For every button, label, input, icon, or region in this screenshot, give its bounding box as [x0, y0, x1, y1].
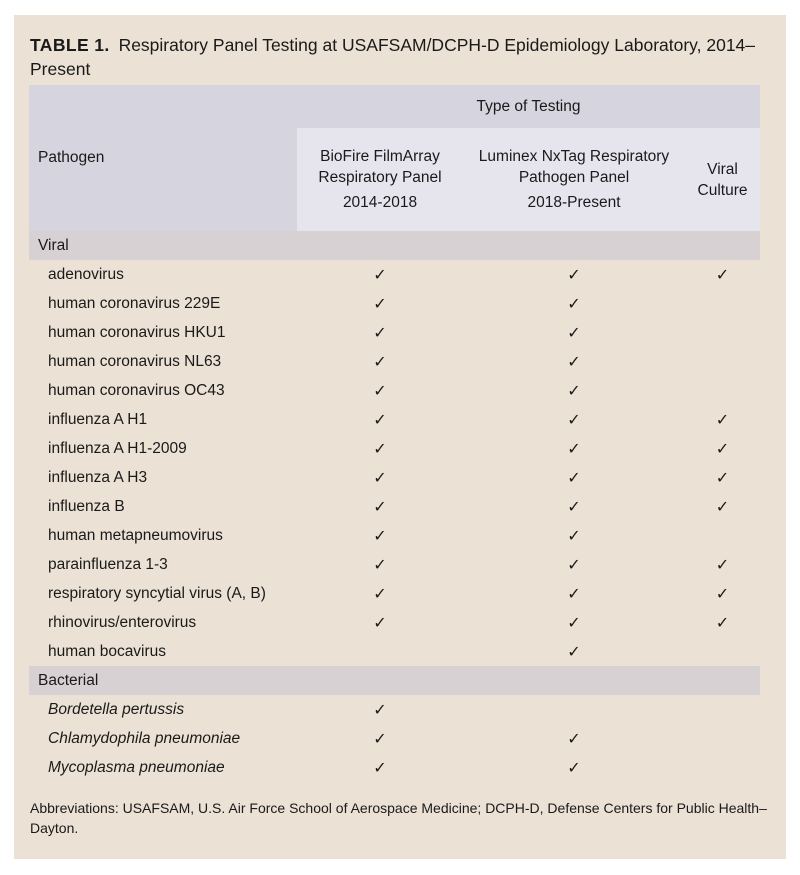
- pathogen-name: rhinovirus/enterovirus: [48, 613, 197, 631]
- table-label: TABLE 1.: [30, 35, 110, 55]
- column-header: [463, 128, 685, 231]
- check-icon: ✓: [567, 324, 581, 342]
- check-icon: ✓: [715, 411, 730, 429]
- pathogen-name: influenza A H1: [48, 410, 148, 428]
- table-row: [29, 695, 760, 724]
- type-of-testing-header: Type of Testing: [297, 85, 760, 128]
- empty-cell: [685, 376, 760, 405]
- check-icon: ✓: [715, 469, 730, 487]
- abbreviations-footnote: Abbreviations: USAFSAM, U.S. Air Force School of Aerospace Medicine; DCPH-D, Defense Centers for Public Health–Dayton.: [30, 800, 767, 836]
- column-header: [685, 128, 760, 231]
- table-row: [29, 579, 760, 608]
- column-years: 2018-Present: [527, 194, 621, 211]
- check-icon: ✓: [373, 353, 387, 371]
- check-icon: ✓: [567, 411, 581, 429]
- check-icon: ✓: [715, 266, 730, 284]
- check-icon: ✓: [373, 701, 387, 719]
- table-row: [29, 521, 760, 550]
- pathogen-name: Mycoplasma pneumoniae: [48, 758, 225, 776]
- empty-cell: [685, 521, 760, 550]
- column-name: Luminex NxTag Respiratory Pathogen Panel: [478, 148, 670, 186]
- check-icon: ✓: [373, 324, 387, 342]
- pathogen-name: human bocavirus: [48, 642, 167, 660]
- table-row: [29, 260, 760, 289]
- table-row: [29, 434, 760, 463]
- column-header: [297, 128, 463, 231]
- pathogen-name: influenza B: [48, 497, 125, 515]
- table-row: [29, 347, 760, 376]
- pathogen-name: Bordetella pertussis: [48, 700, 185, 718]
- pathogen-name: human coronavirus NL63: [48, 352, 222, 370]
- pathogen-name: human coronavirus OC43: [48, 381, 225, 399]
- pathogen-header: Pathogen: [29, 85, 297, 231]
- check-icon: ✓: [373, 411, 387, 429]
- check-icon: ✓: [373, 440, 387, 458]
- check-icon: ✓: [373, 266, 387, 284]
- check-icon: ✓: [373, 759, 387, 777]
- check-icon: ✓: [373, 614, 387, 632]
- table-row: [29, 724, 760, 753]
- check-icon: ✓: [567, 469, 581, 487]
- empty-cell: [685, 637, 760, 666]
- check-icon: ✓: [373, 382, 387, 400]
- table-row: [29, 550, 760, 579]
- table-row: [29, 318, 760, 347]
- pathogen-name: parainfluenza 1-3: [48, 555, 168, 573]
- check-icon: ✓: [373, 730, 387, 748]
- check-icon: ✓: [567, 440, 581, 458]
- table-row: [29, 492, 760, 521]
- column-name: BioFire FilmArray Respiratory Panel: [318, 148, 442, 186]
- check-icon: ✓: [373, 556, 387, 574]
- table-row: [29, 753, 760, 782]
- check-icon: ✓: [373, 498, 387, 516]
- empty-cell: [685, 289, 760, 318]
- table-panel: [14, 15, 786, 859]
- check-icon: ✓: [373, 469, 387, 487]
- check-icon: ✓: [567, 643, 581, 661]
- pathogen-name: Chlamydophila pneumoniae: [48, 729, 241, 747]
- check-icon: ✓: [567, 498, 581, 516]
- empty-cell: [685, 318, 760, 347]
- empty-cell: [685, 753, 760, 782]
- pathogen-name: adenovirus: [48, 265, 124, 283]
- data-table: [29, 85, 760, 782]
- check-icon: ✓: [373, 527, 387, 545]
- check-icon: ✓: [715, 585, 730, 603]
- pathogen-name: human coronavirus HKU1: [48, 323, 226, 341]
- column-name: Viral Culture: [697, 160, 748, 199]
- pathogen-name: respiratory syncytial virus (A, B): [48, 584, 266, 602]
- column-years: 2014-2018: [342, 194, 418, 211]
- check-icon: ✓: [567, 556, 581, 574]
- table-title-text: Respiratory Panel Testing at USAFSAM/DCPH-D Epidemiology Laboratory, 2014–Present: [30, 35, 756, 79]
- section-row: [29, 666, 760, 695]
- empty-cell: [685, 724, 760, 753]
- check-icon: ✓: [715, 614, 730, 632]
- empty-cell: [297, 637, 463, 666]
- empty-cell: [685, 695, 760, 724]
- pathogen-name: human metapneumovirus: [48, 526, 223, 544]
- check-icon: ✓: [715, 498, 730, 516]
- empty-cell: [463, 695, 685, 724]
- table-title: [30, 33, 780, 81]
- pathogen-name: human coronavirus 229E: [48, 294, 221, 312]
- pathogen-name: influenza A H1-2009: [48, 439, 187, 457]
- check-icon: ✓: [373, 585, 387, 603]
- check-icon: ✓: [567, 266, 581, 284]
- check-icon: ✓: [567, 527, 581, 545]
- check-icon: ✓: [715, 440, 730, 458]
- table-body: [29, 231, 760, 782]
- check-icon: ✓: [373, 295, 387, 313]
- section-label: Bacterial: [29, 666, 760, 695]
- check-icon: ✓: [567, 759, 581, 777]
- check-icon: ✓: [567, 585, 581, 603]
- pathogen-name: influenza A H3: [48, 468, 148, 486]
- check-icon: ✓: [567, 382, 581, 400]
- section-row: [29, 231, 760, 260]
- check-icon: ✓: [567, 730, 581, 748]
- table-row: [29, 463, 760, 492]
- check-icon: ✓: [715, 556, 730, 574]
- table-row: [29, 376, 760, 405]
- table-row: [29, 405, 760, 434]
- table-row: [29, 608, 760, 637]
- table-row: [29, 637, 760, 666]
- table-row: [29, 289, 760, 318]
- section-label: Viral: [29, 231, 760, 260]
- check-icon: ✓: [567, 353, 581, 371]
- check-icon: ✓: [567, 295, 581, 313]
- empty-cell: [685, 347, 760, 376]
- check-icon: ✓: [567, 614, 581, 632]
